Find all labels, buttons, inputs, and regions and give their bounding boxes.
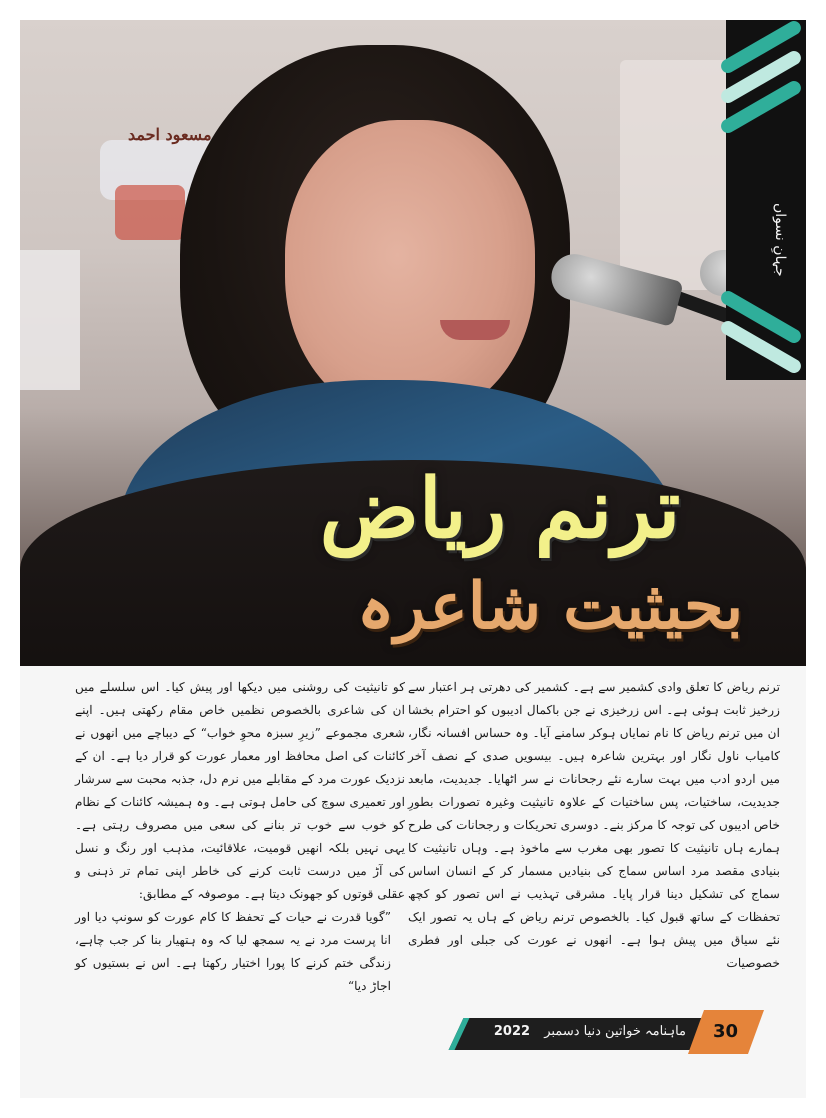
page-number — [688, 1010, 764, 1054]
portrait-face — [285, 120, 535, 420]
magazine-page — [20, 20, 806, 1098]
background-decoration — [115, 185, 185, 240]
magazine-title: ماہنامہ خواتین دنیا دسمبر — [544, 1024, 686, 1039]
magazine-year: 2022 — [493, 1024, 531, 1039]
article-title: ترنم ریاض — [319, 461, 681, 557]
section-sidebar — [726, 20, 806, 380]
magazine-name — [476, 1024, 686, 1039]
article-column-left — [75, 676, 405, 998]
section-label: جہانِ نسواں — [772, 203, 788, 277]
article-column-right: ترنم ریاض کا تعلق وادی کشمیر سے ہے۔ کشمیر کی دھرتی ہر اعتبار سے زرخیز ثابت ہوئی ہے۔ اس زرخیزی نے جن باکمال ادیبوں کو احترام بخشا ان میں ترنم ریاض کا نام نمایاں ہوکر سامنے آیا۔ وہ حساس افسانہ نگار، کامیاب ناول نگار اور بہترین شاعرہ ہیں۔ بیسویں صدی کے نصف آخر میں اردو ادب میں بہت سارے نئے رجحانات نے سر اٹھایا۔ جدیدیت، مابعد جدیدیت، ساختیات، پس ساختیات کے علاوہ تانیثیت وغیرہ تصورات بطورِ خاص ادیبوں کی توجہ کا مرکز بنے۔ دوسری تحریکات و رجحانات کی طرح ہمارے ہاں تانیثیت کا تصور بھی مغرب سے ماخوذ ہے۔ وہاں تانیثیت کا بنیادی مقصد مرد اساس سماج کی بنیادیں مسمار کر کے انسان اساس سماج کی تشکیل دینا قرار پایا۔ مشرقی تہذیب نے اس تصور کو کچھ تحفظات کے ساتھ قبول کیا۔ بالخصوص ترنم ریاض کے ہاں یہ تصور ایک نئے سیاق میں پیش ہوا ہے۔ انھوں نے عورت کی جبلی اور فطری خصوصیات — [408, 680, 780, 970]
portrait-smile — [440, 320, 510, 340]
page-number-text: 30 — [713, 1021, 739, 1042]
author-name: مسعود احمد — [128, 125, 212, 144]
article-quote: ”گویا قدرت نے حیات کے تحفظ کا کام عورت کو سونپ دیا اور انا پرست مرد نے یہ سمجھ لیا کہ وہ ہتھیار بنا کر جب چاہے، زندگی ختم کرنے کا پورا اختیار رکھتا ہے۔ اس نے بستیوں کو اجاڑ دیا“ — [75, 910, 391, 993]
page-footer — [456, 1010, 756, 1054]
background-decoration — [20, 250, 80, 390]
article-subtitle: بحیثیت شاعرہ — [356, 569, 744, 644]
article-paragraph: کو تانیثیت کی روشنی میں دیکھا اور پیش کیا۔ اس سلسلے میں ان کی شاعری بالخصوص نظمیں خاص مقام رکھتی ہیں۔ اپنے شعری مجموعے ”زیرِ سبزہ محوِ خواب“ کے دیباچے میں انھوں نے کائنات کی اصل محافظ اور معمار عورت کو قرار دیا ہے۔ ان کے نزدیک عورت مرد کے مقابلے میں نرم دل، جذبہ محبت سے سرشار اور تعمیری سوچ کی حامل ہوتی ہے۔ وہ ہمیشہ کائنات کے نظام کو خوب سے خوب تر بنانے کی سعی میں مصروف رہتی ہے۔ یہی نہیں بلکہ انھیں قومیت، علاقائیت، مذہب اور رنگ و نسل کی آڑ میں درست ثابت کرنے کی خاطر اپنی تمام تر ذہنی و عقلی قوتوں کو جھونک دیتا ہے۔ موصوفہ کے مطابق: — [75, 680, 405, 901]
cover-photo — [20, 20, 806, 666]
